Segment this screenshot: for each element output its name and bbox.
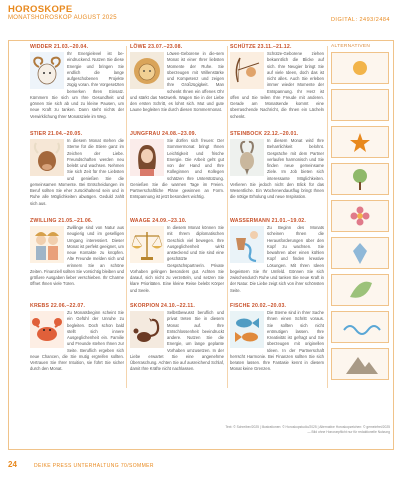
- sign-text: Ihr Energielevel ist be-eindruckend. Nutzen Sie diese Energie und bringen Sie endlich die lange aufgeschobenen Projekte zügig voran. Ihre Vorgesetzten bemerken Ihren Einsatz. Kümmern Sie sich um Ihre Gesundheit und gönnen Sie sich ab und zu kleine Pausen, um neue Kraft zu tanken. Dann steht nichts der Verwirklichung Ihrer Monatsziele im Weg.: [30, 51, 124, 119]
- sign-title: STEINBOCK 22.12.–20.01.: [230, 131, 299, 137]
- wave-icon: [332, 312, 388, 342]
- alternative-sign-thumbnail: [331, 348, 389, 380]
- sign-text: Zu Beginn des Monats scheinen Ihnen die Herausforderungen über den Kopf zu wachsen. Sie bewahren aber einen kühlen Kopf und finden kreative Lösungen. Mit Ihren Ideen begeistern Sie Ihr Umfeld. Gönnen Sie sich zwischendurch Ruhe und tanken Sie neue Kraft in der Natur. Die Liebe zeigt sich von ihrer schönsten Seite.: [230, 225, 324, 293]
- sun-icon: [332, 53, 388, 83]
- sign-text: Die Sterne sind in Ihrer Sache Ihnen einen Schritt voraus. Sie sollten sich nicht entmutigen lassen. Ihre Kreativität ist gefragt und Sie überzeugen mit originellen Ideen. In der Partnerschaft herrscht Harmonie. Bei Finanzen sollten Sie sich beraten lassen. Ihre Fantasie kennt in diesem Monat keine Grenzen.: [230, 310, 324, 372]
- sign-wassermann: [230, 218, 324, 304]
- sign-loewe: [130, 44, 224, 130]
- sign-title: WASSERMANN 21.01.–19.02.: [230, 218, 307, 224]
- sign-jungfrau: [130, 131, 224, 217]
- sign-text: Sie dürfen sich freuen: Der Sommermonat bringt Ihnen Leichtigkeit und frische Energie. Die Arbeit geht gut von der Hand und Ihre Kolleginnen und Kollegen schätzen Ihre Unterstützung. Genießen Sie die warmen Tage im Freien. Partnerschaftliche Pläne gewinnen an Form. Entspannung ist jetzt besonders wichtig.: [130, 138, 224, 200]
- sign-text: Schütze-Geborene ziehen bekanntlich die Blicke auf sich. Ihre Neugier bringt Sie auf viele Ideen, doch das ist nicht alles. Auch Sie erleben immer wieder Momente der Entspannung. Ihr Herz ist offen und Sie teilen Ihre Freude mit anderen. Gerade am Monatsende kommt eine überraschende Nachricht, die Ihnen ein Lächeln schenkt.: [230, 51, 324, 119]
- page-subtitle: MONATSHOROSKOP AUGUST 2025: [8, 15, 117, 21]
- page-title: HOROSKOPE: [8, 4, 73, 15]
- sign-text: Zwillinge sind von Natur aus neugierig und im geselligen Umgang interessiert. Dieser Monat ist perfekt geeignet, um neue Kontakte zu knüpfen. Alte Freunde melden sich und erinnern Sie an schöne Zeiten. Finanziell sollten Sie vorsichtig bleiben und größere Ausgaben lieber verschieben. Ihr Charme öffnet Ihnen viele Türen.: [30, 225, 124, 287]
- column-divider: [327, 46, 328, 388]
- sign-title: JUNGFRAU 24.08.–23.09.: [130, 131, 197, 137]
- page-number: 24: [8, 460, 17, 469]
- sign-title: LÖWE 23.07.–23.08.: [130, 44, 183, 50]
- horoscope-grid: [30, 44, 324, 389]
- alternative-sign-thumbnail: [331, 126, 389, 158]
- sign-title: KREBS 22.06.–22.07.: [30, 303, 86, 309]
- sign-stier: [30, 131, 124, 217]
- sign-waage: [130, 218, 224, 304]
- star-icon: [332, 127, 388, 157]
- flower-icon: [332, 201, 388, 231]
- page-header: [8, 4, 394, 26]
- moon-icon: [332, 90, 388, 120]
- tree-icon: [332, 164, 388, 194]
- sign-title: WIDDER 21.03.–20.04.: [30, 44, 89, 50]
- alternative-sign-thumbnail: [331, 311, 389, 343]
- sign-zwilling: [30, 218, 124, 304]
- leaf-icon: [332, 275, 388, 305]
- alternative-sign-thumbnail: [331, 89, 389, 121]
- sign-fische: [230, 303, 324, 389]
- sign-krebs: [30, 303, 124, 389]
- sign-text: In diesem Monat können Sie mit Ihrem diplomatischen Geschick viel bewegen. Ihre Ausgeglichenheit wirkt ansteckend und Sie sind eine geschätzte Gesprächspartnerin. Private Vorhaben gelingen besonders gut. Achten Sie darauf, sich nicht zu verzetteln, und setzen Sie klare Prioritäten. Eine kleine Reise belebt Körper und Seele.: [130, 225, 224, 293]
- sign-title: FISCHE 20.02.–20.03.: [230, 303, 287, 309]
- sign-title: SCHÜTZE 23.11.–21.12.: [230, 44, 292, 50]
- sign-steinbock: [230, 131, 324, 217]
- sign-text: Löwen-Geborene in die-sem Monat ist einer Ihrer liebsten Momente der Ruhe. Sie überzeugen mit Willenstärke und Kompetenz und zeigen Ihre Großzügigkeit. Man schenkt Ihnen ein offenes Ohr und stärkt das Netzwerk. Wagen Sie in der Liebe den ersten Schritt, es lohnt sich. Mut und gute Laune begleiten Sie durch diesen Sommermonat.: [130, 51, 224, 113]
- crystal-icon: [332, 238, 388, 268]
- alternative-signs-column: [331, 52, 389, 385]
- sign-text: In diesem Monat wird Ihre Beharrlichkeit belohnt. Gespräche mit dem Partner verlaufen harmonisch und Sie finden neue gemeinsame Ziele. Im Job bieten sich interessante Möglichkeiten. Verlieren Sie jedoch nicht den Blick für das Wesentliche. Ein Wochenendausflug bringt Ihnen die nötige Erholung und neue Inspiration.: [230, 138, 324, 200]
- sign-widder: [30, 44, 124, 130]
- alternative-sign-thumbnail: [331, 274, 389, 306]
- sign-title: ZWILLING 21.05.–21.06.: [30, 218, 93, 224]
- alternative-sign-thumbnail: [331, 200, 389, 232]
- sign-title: SKORPION 24.10.–22.11.: [130, 303, 195, 309]
- alternative-sign-thumbnail: [331, 163, 389, 195]
- mountain-icon: [332, 349, 388, 379]
- footer-text: DEIKE PRESS UNTERHALTUNG 70/SOMMER: [34, 463, 154, 469]
- sign-title: WAAGE 24.09.–23.10.: [130, 218, 187, 224]
- alternative-sign-thumbnail: [331, 237, 389, 269]
- sidebar-label: ALTERNATIVEN: [331, 44, 371, 49]
- image-credits: Text: © Schreiber/2025 | Illustrationen: © Horoskopstudio/2025 | Alternative Horoskopzeichen: © gemeinfrei/2025 — Bild ohne Honorarpflicht nur für redaktionelle Nutzung: [225, 425, 390, 434]
- sign-schuetze: [230, 44, 324, 130]
- sign-text: Selbstbewusst beruflich und privat treten Sie in diesem Monat auf. Ihre Entschlossenheit beeindruckt andere. Nutzen Sie die Energie, um lange geplante Vorhaben umzusetzen. In der Liebe erwartet Sie eine angenehme Überraschung. Achten Sie auf ausreichend Schlaf, damit Ihre Kräfte nicht nachlassen.: [130, 310, 224, 372]
- sign-title: STIER 21.04.–20.05.: [30, 131, 83, 137]
- digital-code: DIGITAL: 2493/2484: [330, 17, 390, 23]
- sign-text: In diesem Monat stehen die Sterne für die Stiere ganz im Zeichen der Liebe. Freundschaften werden neu belebt und wachsen. Nehmen Sie sich Zeit für Ihre Liebsten und genießen Sie die gemeinsamen Momente. Bei Entscheidungen im Beruf sollten Sie eher zurückhaltend sein und in Ruhe alle Möglichkeiten abwägen. Geduld zahlt sich aus.: [30, 138, 124, 206]
- alternative-sign-thumbnail: [331, 52, 389, 84]
- sign-skorpion: [130, 303, 224, 389]
- page-footer: [0, 456, 400, 477]
- sign-text: Zu Monatsbeginn scheint Sie ein Gefühl der Unruhe zu begleiten. Doch schon bald stellt sich innere Ausgeglichenheit ein. Familie und Freunde stehen Ihnen zur Seite. Beruflich ergeben sich neue Chancen, die Sie mutig ergreifen sollten. Vertrauen Sie Ihrer Intuition, sie führt Sie sicher durch den Monat.: [30, 310, 124, 372]
